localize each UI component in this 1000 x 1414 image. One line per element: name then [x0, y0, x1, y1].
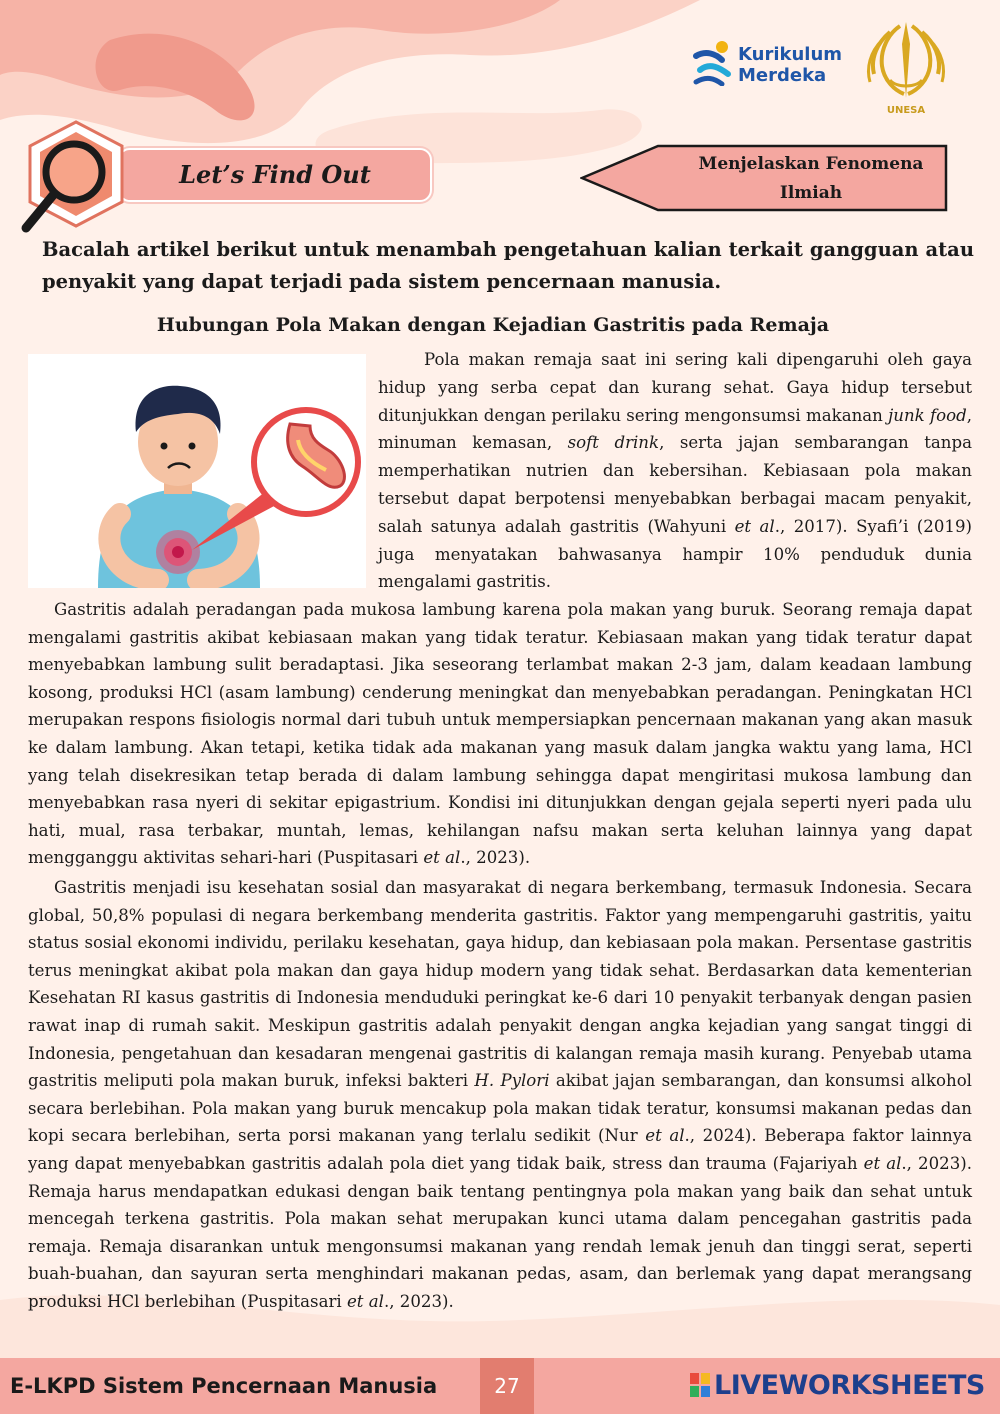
- liveworksheets-icon: [690, 1373, 710, 1397]
- stomach-ache-illustration: [28, 354, 366, 588]
- liveworksheets-logo[interactable]: [690, 1358, 985, 1414]
- section-banner: [118, 148, 432, 202]
- footer-title: E-LKPD Sistem Pencernaan Manusia: [10, 1374, 438, 1398]
- liveworksheets-text: LIVEWORKSHEETS: [714, 1370, 985, 1401]
- term-junk-food: junk food: [888, 405, 967, 425]
- magnifier-icon: [18, 120, 130, 236]
- page-number: 27: [480, 1358, 534, 1414]
- competency-tag-text: Menjelaskan Fenomena Ilmiah: [698, 154, 924, 203]
- citation-et-al: et al: [423, 848, 461, 868]
- kurikulum-merdeka-logo: [692, 40, 852, 90]
- kurikulum-merdeka-icon: [692, 40, 734, 86]
- unesa-logo: [860, 14, 952, 118]
- citation-et-al: et al: [645, 1126, 685, 1146]
- unesa-logo-text: UNESA: [886, 105, 926, 116]
- citation-et-al: et al: [346, 1291, 384, 1311]
- section-banner-title: Let’s Find Out: [179, 160, 371, 189]
- article-paragraph-3: Gastritis menjadi isu kesehatan sosial dan masyarakat di negara berkembang, termasuk Indonesia. Secara global, 50,8% populasi di negara berkembang menderita gastritis. Faktor yang mempengaruhi gastritis, yaitu status sosial ekonomi individu, perilaku kesehatan, gaya hidup, dan kebiasaan pola makan. Persentase gastritis terus meningkat akibat pola makan dan gaya hidup modern yang tidak sehat. Berdasarkan data kementerian Kesehatan RI kasus gastritis di Indonesia menduduki peringkat ke-6 dari 10 penyakit terbanyak dengan pasien rawat inap di rumah sakit. Meskipun gastritis adalah penyakit dengan angka kejadian yang sangat tinggi di Indonesia, pengetahuan dan kesadaran mengenai gastritis di kalangan remaja masih kurang. Penyebab utama gastritis meliputi pola makan buruk, infeksi bakteri H. Pylori akibat jajan sembarangan, dan konsumsi alkohol secara berlebihan. Pola makan yang buruk mencakup pola makan tidak teratur, konsumsi makanan pedas dan kopi secara berlebihan, serta porsi makanan yang terlalu sedikit (Nur et al., 2024). Beberapa faktor lainnya yang dapat menyebabkan gastritis adalah pola diet yang tidak baik, stress dan trauma (Fajariyah et al., 2023). Remaja harus mendapatkan edukasi dengan baik tentang pentingnya pola makan yang baik dan sehat untuk mencegah terkena gastritis. Pola makan sehat merupakan kunci utama dalam pencegahan gastritis pada remaja. Remaja disarankan untuk mengonsumsi makanan yang rendah lemak jenuh dan tinggi serat, seperti buah-buahan, dan sayuran serta menghindari makanan pedas, asam, dan berlemak yang dapat merangsang produksi HCl berlebihan (Puspitasari et al., 2023).: [28, 878, 973, 1311]
- article-paragraph-2: Gastritis adalah peradangan pada mukosa lambung karena pola makan yang buruk. Seorang remaja dapat mengalami gastritis akibat kebiasaan makan yang tidak teratur. Kebiasaan makan yang tidak teratur dapat menyebabkan lambung sulit beradaptasi. Jika seseorang terlambat makan 2-3 jam, dalam keadaan lambung kosong, produksi HCl (asam lambung) cenderung meningkat dan menyebabkan peradangan. Peningkatan HCl merupakan respons fisiologis normal dari tubuh untuk mempersiapkan pencernaan makanan yang akan masuk ke dalam lambung. Akan tetapi, ketika tidak ada makanan yang masuk dalam jangka waktu yang lama, HCl yang telah disekresikan tetap berada di dalam lambung sehingga dapat mengiritasi mukosa lambung dan menyebabkan rasa nyeri di sekitar epigastrium. Kondisi ini ditunjukkan dengan gejala seperti nyeri pada ulu hati, mual, rasa terbakar, muntah, lemas, kehilangan nafsu makan serta keluhan lainnya yang dapat mengganggu aktivitas sehari-hari (Puspitasari et al., 2023).: [28, 600, 972, 868]
- term-soft-drink: soft drink: [567, 433, 660, 453]
- term-h-pylori: H. Pylori: [474, 1071, 550, 1091]
- competency-tag: [580, 144, 948, 212]
- article-title: Hubungan Pola Makan dengan Kejadian Gastritis pada Remaja: [156, 314, 830, 336]
- citation-et-al: et al: [734, 516, 775, 536]
- article-paragraph-1: Pola makan remaja saat ini sering kali dipengaruhi oleh gaya hidup yang serba cepat dan kurang sehat. Gaya hidup tersebut ditunjukkan dengan perilaku sering mengonsumsi makanan junk food, minuman kemasan, soft drink, serta jajan sembarangan tanpa memperhatikan nutrien dan kebersihan. Kebiasaan pola makan tersebut dapat berpotensi menyebabkan berbagai macam penyakit, salah satunya adalah gastritis (Wahyuni et al., 2017). Syafi’i (2019) juga menyatakan bahwasanya hampir 10% penduduk dunia mengalami gastritis.: [378, 350, 973, 592]
- unesa-emblem-icon: [860, 14, 952, 106]
- person-stomach-ache-icon: [28, 354, 366, 588]
- kurikulum-logo-text: Kurikulum: [738, 44, 843, 65]
- instruction-text: Bacalah artikel berikut untuk menambah pengetahuan kalian terkait gangguan atau penyakit yang dapat terjadi pada sistem pencernaan manusia.: [42, 238, 974, 293]
- page-footer: [0, 1358, 1000, 1414]
- merdeka-logo-text: Merdeka: [738, 65, 827, 86]
- citation-et-al: et al: [863, 1153, 902, 1173]
